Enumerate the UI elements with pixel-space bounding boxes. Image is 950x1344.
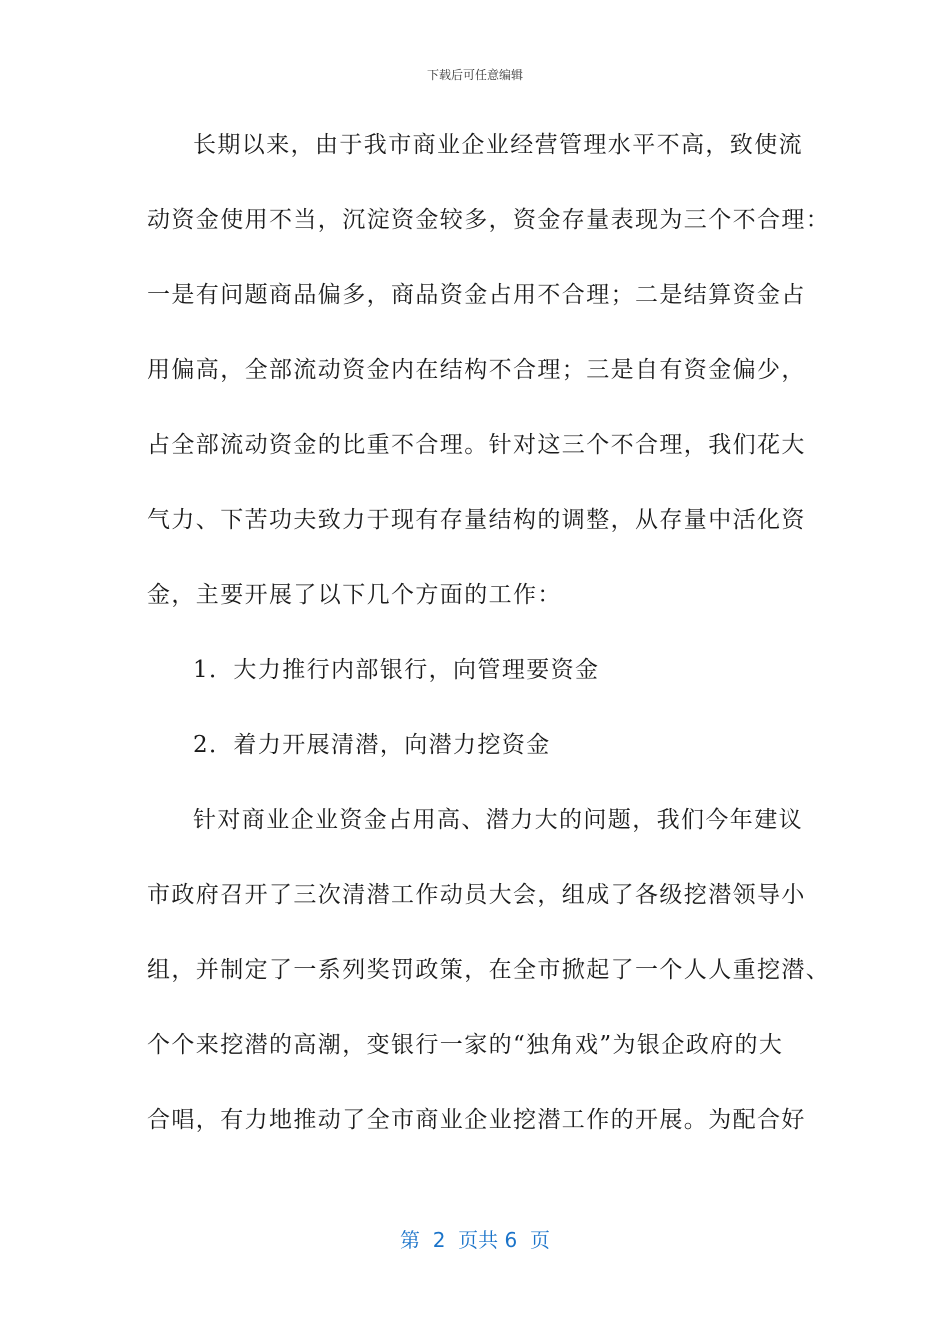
page-number-footer: 第 2 页共 6 页 [400, 1228, 550, 1252]
paragraph-line: 合唱，有力地推动了全市商业企业挖潜工作的开展。为配合好 [147, 1107, 806, 1133]
paragraph-line: 金，主要开展了以下几个方面的工作： [147, 582, 562, 608]
list-item: 1．大力推行内部银行，向管理要资金 [193, 657, 600, 683]
paragraph-line: 占全部流动资金的比重不合理。针对这三个不合理，我们花大 [147, 432, 806, 458]
list-item: 2．着力开展清潜，向潜力挖资金 [193, 732, 551, 758]
paragraph-line: 组，并制定了一系列奖罚政策，在全市掀起了一个人人重挖潜、 [147, 957, 831, 983]
paragraph-line: 气力、下苦功夫致力于现有存量结构的调整，从存量中活化资 [147, 507, 806, 533]
paragraph-line: 个个来挖潜的高潮，变银行一家的“独角戏”为银企政府的大 [147, 1032, 784, 1058]
paragraph-line: 动资金使用不当，沉淀资金较多，资金存量表现为三个不合理： [147, 207, 831, 233]
paragraph-line: 针对商业企业资金占用高、潜力大的问题，我们今年建议 [193, 807, 803, 833]
paragraph-line: 长期以来，由于我市商业企业经营管理水平不高，致使流 [193, 132, 803, 158]
paragraph-line: 用偏高，全部流动资金内在结构不合理；三是自有资金偏少， [147, 357, 806, 383]
page-header: 下载后可任意编辑 [426, 68, 523, 82]
paragraph-line: 一是有问题商品偏多，商品资金占用不合理；二是结算资金占 [147, 282, 806, 308]
paragraph-line: 市政府召开了三次清潜工作动员大会，组成了各级挖潜领导小 [147, 882, 806, 908]
